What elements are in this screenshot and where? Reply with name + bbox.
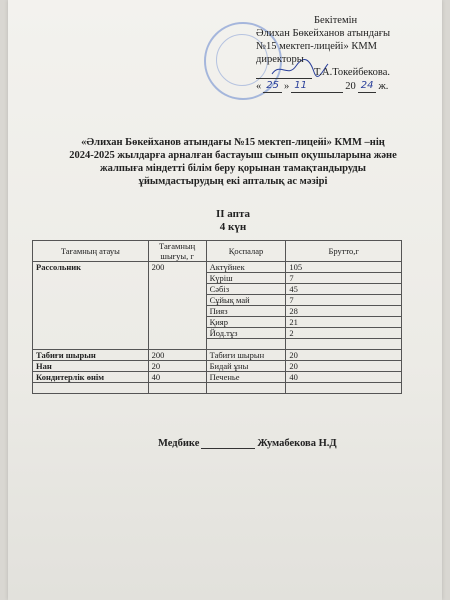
table-row	[33, 262, 402, 273]
table-row	[33, 383, 402, 394]
empty-cell	[33, 383, 149, 394]
document-page	[8, 0, 442, 600]
brutto-empty	[286, 339, 402, 350]
approval-line-1: Әлихан Бөкейханов атындағы	[256, 28, 391, 39]
title-line-4: ұйымдастырудың екі апталық ас мәзірі	[138, 176, 328, 187]
director-name: Т.А.Токейбекова.	[314, 67, 390, 78]
week-label: ІІ апта	[215, 208, 251, 220]
ingredient-name: Табиғи шырын	[206, 350, 286, 361]
date-year: 24	[358, 79, 377, 93]
ingredient-name: Қияр	[206, 317, 286, 328]
ingredient-brutto: 21	[286, 317, 402, 328]
nurse-name: Жумабекова Н.Д	[257, 438, 337, 449]
header-brutto: Брутто,г	[286, 241, 402, 262]
dish-yield: 40	[148, 372, 206, 383]
approval-block	[256, 14, 446, 93]
document-title	[48, 136, 418, 188]
nurse-label: Медбике	[158, 438, 200, 449]
ingredient-name: Күріш	[206, 273, 286, 284]
ingredient-name: Сұйық май	[206, 295, 286, 306]
header-dish-name: Тағамның атауы	[33, 241, 149, 262]
ingredient-name: Пияз	[206, 306, 286, 317]
signature-blank	[201, 437, 255, 449]
empty-cell	[206, 383, 286, 394]
title-line-2: 2024-2025 жылдарға арналған бастауыш сынып оқушыларына және	[69, 150, 397, 161]
approval-date: « 25 » 11 20 24 ж.	[256, 80, 389, 92]
ingredient-brutto: 20	[286, 361, 402, 372]
ingredient-brutto: 7	[286, 295, 402, 306]
ingredient-brutto: 28	[286, 306, 402, 317]
dish-yield: 20	[148, 361, 206, 372]
approval-heading: Бекітемін	[314, 15, 358, 26]
ingredient-brutto: 7	[286, 273, 402, 284]
ingredient-name: Актүйнек	[206, 262, 286, 273]
signature-blank	[256, 67, 312, 79]
approval-line-2: №15 мектеп-лицейі» КММ	[256, 41, 378, 52]
date-suffix: ж.	[378, 81, 389, 92]
nurse-signature-line	[158, 437, 337, 449]
ingredient-brutto: 105	[286, 262, 402, 273]
ingredient-name: Сәбіз	[206, 284, 286, 295]
menu-table	[32, 240, 402, 394]
title-line-1: «Әлихан Бөкейханов атындағы №15 мектеп-лицейі» КММ –нің	[81, 137, 385, 148]
dish-name: Кондитерлік өнім	[33, 372, 149, 383]
ingredient-name: Йод.тұз	[206, 328, 286, 339]
ingredient-brutto: 45	[286, 284, 402, 295]
empty-cell	[148, 383, 206, 394]
table-row	[33, 350, 402, 361]
table-header-row	[33, 241, 402, 262]
ingredient-empty	[206, 339, 286, 350]
ingredient-brutto: 20	[286, 350, 402, 361]
date-month: 11	[291, 79, 343, 93]
approval-line-3: директоры	[256, 54, 304, 65]
table-row	[33, 361, 402, 372]
ingredient-name: Печенье	[206, 372, 286, 383]
table-row	[33, 372, 402, 383]
empty-cell	[286, 383, 402, 394]
ingredient-brutto: 40	[286, 372, 402, 383]
date-year-prefix: 20	[345, 81, 356, 92]
dish-name: Табиғи шырын	[33, 350, 149, 361]
dish-yield: 200	[148, 262, 206, 350]
director-signature-line	[256, 66, 446, 79]
title-line-3: жалпыға міндетті білім беру қорынан тамақтандыруды	[100, 163, 366, 174]
day-label: 4 күн	[219, 221, 247, 233]
header-ingredients: Қоспалар	[206, 241, 286, 262]
dish-yield: 200	[148, 350, 206, 361]
dish-name: Нан	[33, 361, 149, 372]
week-day-heading	[8, 208, 450, 234]
ingredient-brutto: 2	[286, 328, 402, 339]
dish-name: Рассольник	[33, 262, 149, 350]
date-day: 25	[263, 79, 282, 93]
header-yield: Тағамның шығуы, г	[148, 241, 206, 262]
ingredient-name: Бидай ұны	[206, 361, 286, 372]
